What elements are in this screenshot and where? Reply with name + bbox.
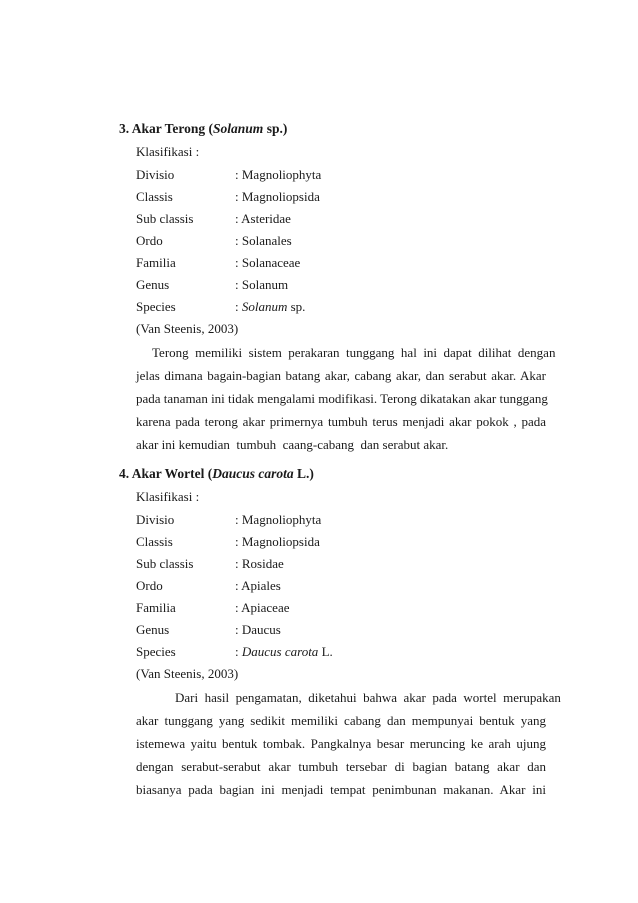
- taxon-value: : Solanales: [235, 233, 292, 248]
- taxon-value: : Magnoliophyta: [235, 512, 322, 527]
- taxon-rank: Familia: [136, 255, 176, 270]
- section-4-paragraph-line: biasanya pada bagian ini menjadi tempat penimbunan makanan. Akar ini: [136, 782, 546, 797]
- taxon-value: : Daucus: [235, 622, 281, 637]
- section-3-paragraph-line: akar ini kemudian tumbuh caang-cabang dan serabut akar.: [136, 437, 449, 452]
- taxon-value: : Rosidae: [235, 556, 284, 571]
- taxon-value: : Apiales: [235, 578, 281, 593]
- taxon-value: : Magnoliopsida: [235, 534, 320, 549]
- taxon-value: : Solanum: [235, 277, 289, 292]
- taxon-rank: Ordo: [136, 578, 163, 593]
- section-4-heading-italic: Daucus carota: [212, 466, 294, 481]
- section-3-heading-italic: Solanum: [213, 121, 264, 136]
- taxon-value: : Magnoliophyta: [235, 167, 322, 182]
- taxon-value: : Solanaceae: [235, 255, 301, 270]
- section-4-paragraph-line: dengan serabut-serabut akar tumbuh tersebar di bagian batang akar dan: [136, 759, 546, 774]
- section-4-citation: (Van Steenis, 2003): [136, 666, 239, 681]
- taxon-value: : Apiaceae: [235, 600, 290, 615]
- taxon-rank: Genus: [136, 277, 170, 292]
- section-3-paragraph-line: jelas dimana bagain-bagian batang akar, cabang akar, dan serabut akar. Akar: [136, 368, 546, 383]
- taxon-rank: Species: [136, 644, 176, 659]
- taxon-value: : Daucus carota L.: [235, 644, 333, 659]
- taxon-rank: Divisio: [136, 167, 175, 182]
- section-4-heading-prefix: 4. Akar Wortel (: [119, 466, 213, 481]
- section-3-heading-prefix: 3. Akar Terong (: [119, 121, 214, 136]
- section-3-paragraph-line: karena pada terong akar primernya tumbuh terus menjadi akar pokok , pada: [136, 414, 546, 429]
- section-4-heading: [119, 466, 314, 482]
- taxon-rank: Genus: [136, 622, 170, 637]
- taxon-rank: Familia: [136, 600, 176, 615]
- section-3-paragraph-line: Terong memiliki sistem perakaran tunggang hal ini dapat dilihat dengan: [136, 345, 556, 360]
- taxon-value: : Magnoliopsida: [235, 189, 320, 204]
- taxon-rank: Sub classis: [136, 211, 194, 226]
- section-4-klasifikasi-label: Klasifikasi :: [136, 489, 200, 504]
- section-4-paragraph-line: istemewa yaitu bentuk tombak. Pangkalnya besar meruncing ke arah ujung: [136, 736, 546, 751]
- taxon-rank: Divisio: [136, 512, 175, 527]
- taxon-rank: Classis: [136, 189, 173, 204]
- taxon-rank: Ordo: [136, 233, 163, 248]
- section-4-paragraph-line: akar tunggang yang sedikit memiliki cabang dan mempunyai bentuk yang: [136, 713, 546, 728]
- taxon-rank: Species: [136, 299, 176, 314]
- section-3-paragraph-line: pada tanaman ini tidak mengalami modifikasi. Terong dikatakan akar tunggang: [136, 391, 548, 406]
- taxon-rank: Classis: [136, 534, 173, 549]
- taxon-value: : Solanum sp.: [235, 299, 306, 314]
- section-4-heading-suffix: L.): [293, 466, 314, 481]
- section-3-heading: [119, 121, 287, 137]
- section-4-paragraph-line: Dari hasil pengamatan, diketahui bahwa akar pada wortel merupakan: [136, 690, 561, 705]
- taxon-rank: Sub classis: [136, 556, 194, 571]
- section-3-citation: (Van Steenis, 2003): [136, 321, 239, 336]
- section-3-klasifikasi-label: Klasifikasi :: [136, 144, 200, 159]
- section-3-heading-suffix: sp.): [263, 121, 288, 136]
- taxon-value: : Asteridae: [235, 211, 291, 226]
